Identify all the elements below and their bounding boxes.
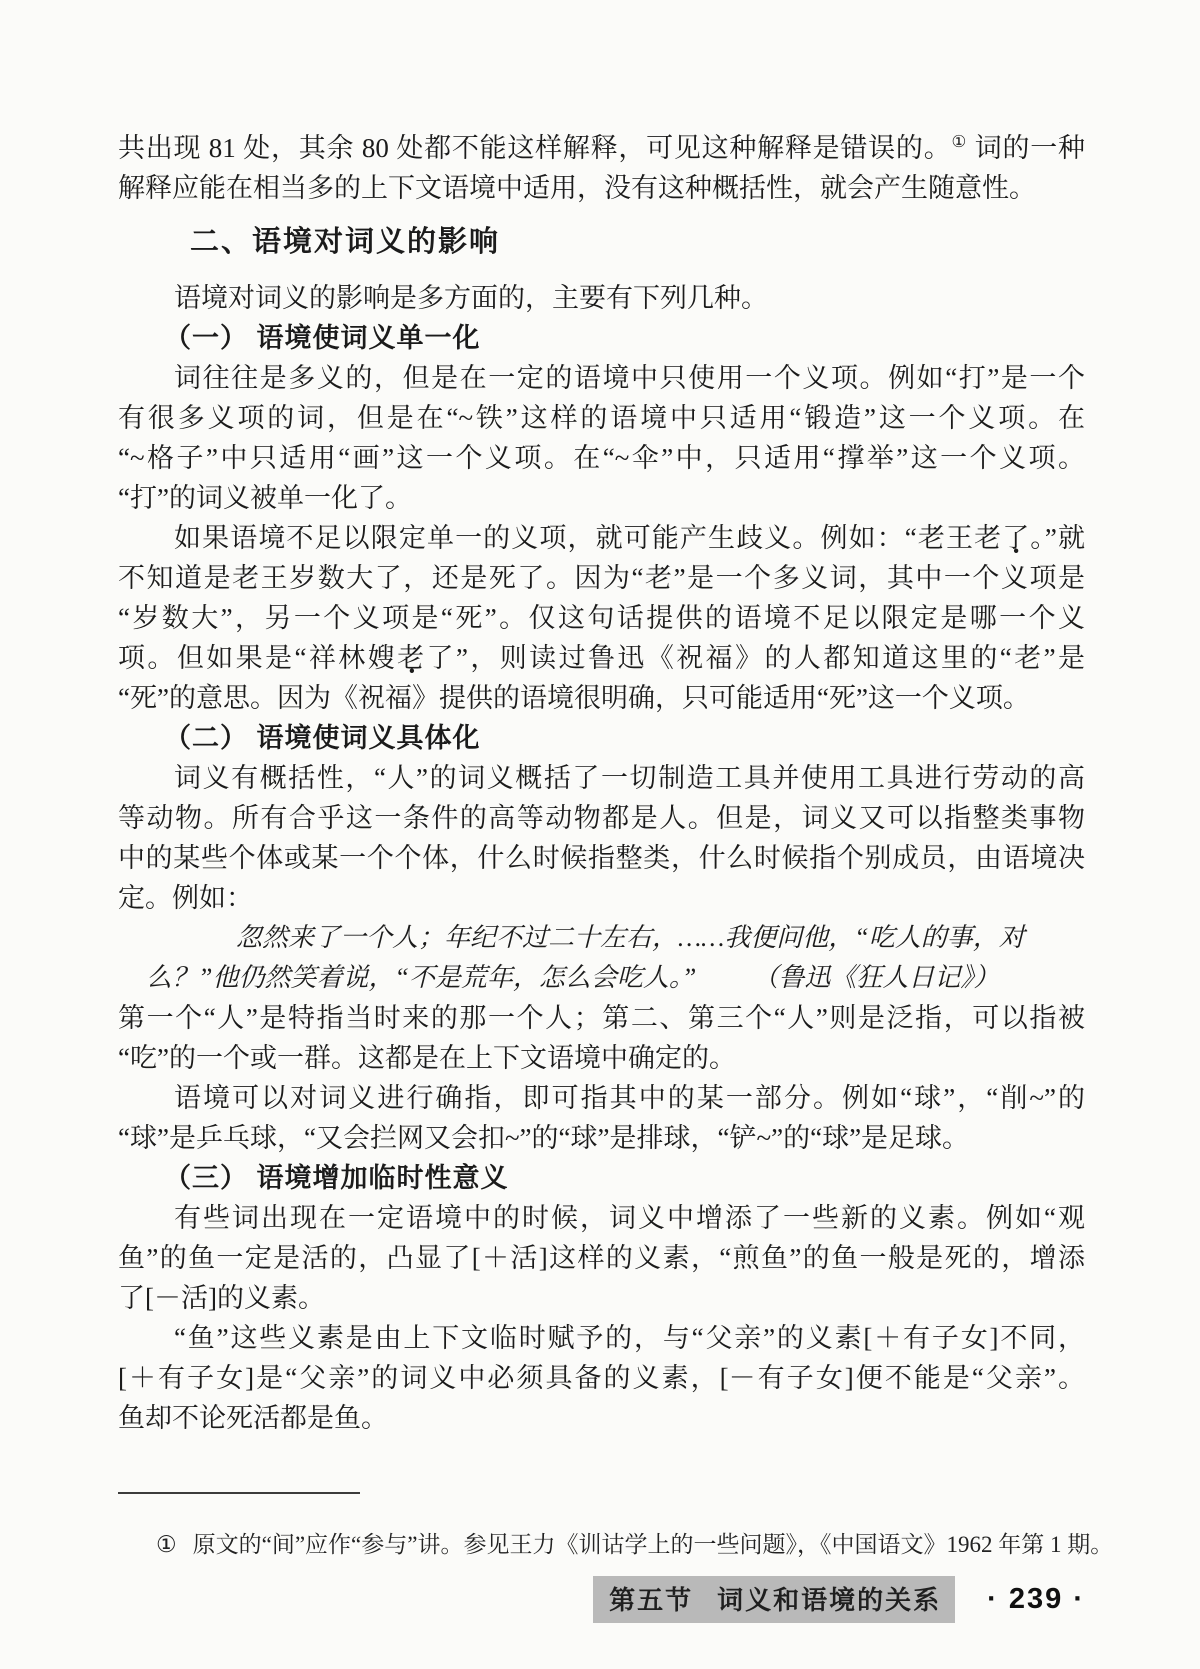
quote-attribution: （鲁迅《狂人日记》） [752,963,1000,992]
paragraph [118,128,1085,208]
footnote [118,1528,1123,1562]
paragraph [118,1318,1085,1438]
paragraph [118,1198,1085,1318]
text-line: 有很多义项的词，但是在“~铁”这样的语境中只适用“锻造”这一个义项。在 [118,403,1085,433]
section-heading: 二、语境对词义的影响 [190,226,501,258]
text-line: 忽然来了一个人；年纪不过二十左右，……我便问他，“吃人的事，对 [236,923,1025,952]
paragraph [118,758,1085,918]
section-title: 词义和语境的关系 [717,1585,942,1615]
sub-heading: （二） 语境使词义具体化 [164,723,481,753]
text-line: 如果语境不足以限定单一的义项，就可能产生歧义。例如：“老王老了。”就 [174,523,1086,553]
text-line: 么？”他仍然笑着说，“不是荒年，怎么会吃人。” （鲁迅《狂人日记》） [146,963,1000,992]
footnote-marker: ① [156,1532,177,1557]
quote-block [118,918,1085,998]
text-line: 解释应能在相当多的上下文语境中适用，没有这种概括性，就会产生随意性。 [118,173,1036,203]
text-line: “打”的词义被单一化了。 [118,483,412,513]
text-line: 词往往是多义的，但是在一定的语境中只使用一个义项。例如“打”是一个 [174,363,1085,393]
text-line: 不知道是老王岁数大了，还是死了。因为“老”是一个多义词，其中一个义项是 [118,563,1085,593]
paragraph [118,518,1085,718]
sub-heading: （一） 语境使词义单一化 [164,323,481,353]
text-line: “~格子”中只适用“画”这一个义项。在“~伞”中，只适用“撑举”这一个义项。 [118,443,1085,473]
text-line: “球”是乒乓球，“又会拦网又会扣~”的“球”是排球，“铲~”的“球”是足球。 [118,1123,970,1153]
page-number: · 239 · [987,1583,1085,1615]
text-line: 鱼”的鱼一定是活的，凸显了[＋活]这样的义素，“煎鱼”的鱼一般是死的，增添 [118,1243,1085,1273]
text-line: 第一个“人”是特指当时来的那一个人；第二、第三个“人”则是泛指，可以指被 [118,1003,1085,1033]
text-line: 语境对词义的影响是多方面的，主要有下列几种。 [174,283,768,313]
footnote-divider [118,1492,360,1494]
text-line: “岁数大”，另一个义项是“死”。仅这句话提供的语境不足以限定是哪一个义 [118,603,1085,633]
page-body [118,128,1085,1438]
text-line: 语境可以对词义进行确指，即可指其中的某一部分。例如“球”，“削~”的 [174,1083,1085,1113]
page-footer [0,1576,1113,1623]
section-label: 第五节 [609,1585,694,1615]
paragraph [118,358,1085,518]
text-line: 了[－活]的义素。 [118,1283,325,1313]
text-line: “死”的意思。因为《祝福》提供的语境很明确，只可能适用“死”这一个义项。 [118,683,1030,713]
text-line: 等动物。所有合乎这一条件的高等动物都是人。但是，词义又可以指整类事物 [118,803,1085,833]
text-line: 定。例如： [118,883,253,913]
text-line: “吃”的一个或一群。这都是在上下文语境中确定的。 [118,1043,736,1073]
text-line: 词义有概括性，“人”的词义概括了一切制造工具并使用工具进行劳动的高 [174,763,1085,793]
paragraph [118,998,1085,1078]
section-banner [593,1576,955,1623]
paragraph [118,278,1085,318]
text-line: 项。但如果是“祥林嫂老了”，则读过鲁迅《祝福》的人都知道这里的“老”是 [118,643,1086,673]
text-line: 有些词出现在一定语境中的时候，词义中增添了一些新的义素。例如“观 [174,1203,1085,1233]
footnote-text: 原文的“间”应作“参与”讲。参见王力《训诂学上的一些问题》，《中国语文》1962 年第 1 期。 [192,1532,1114,1557]
paragraph [118,1078,1085,1158]
text-line: “鱼”这些义素是由上下文临时赋予的，与“父亲”的义素[＋有子女]不同， [174,1323,1085,1353]
text-line: 鱼却不论死活都是鱼。 [118,1403,388,1433]
text-line: [＋有子女]是“父亲”的词义中必须具备的义素，[－有子女]便不能是“父亲”。 [118,1363,1085,1393]
text-line: 共出现 81 处，其余 80 处都不能这样解释，可见这种解释是错误的。① 词的一种 [118,132,1085,163]
sub-heading: （三） 语境增加临时性意义 [164,1163,509,1193]
text-line: 中的某些个体或某一个个体，什么时候指整类，什么时候指个别成员，由语境决 [118,843,1085,873]
